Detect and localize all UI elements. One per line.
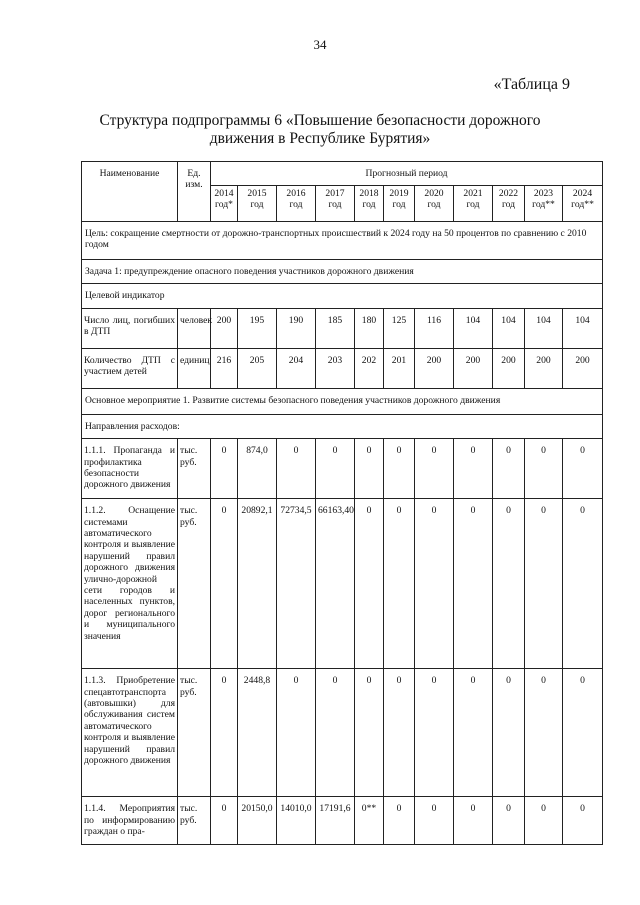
row-value: 205	[238, 348, 277, 388]
row-value: 0	[454, 669, 493, 797]
row-value: 203	[316, 348, 355, 388]
row-value: 201	[384, 348, 415, 388]
row-name: Число лиц, погибших в ДТП	[82, 308, 178, 348]
row-value: 17191,6	[316, 797, 355, 845]
row-value: 104	[563, 308, 603, 348]
year-suffix: год*	[215, 199, 233, 211]
row-value: 0	[563, 797, 603, 845]
row-value: 0	[563, 439, 603, 499]
table-row	[82, 797, 603, 845]
header-year	[525, 186, 563, 222]
row-value: 190	[277, 308, 316, 348]
year-suffix: год	[466, 199, 480, 211]
row-value: 0	[493, 439, 525, 499]
year-suffix: год	[362, 199, 376, 211]
row-value: 195	[238, 308, 277, 348]
directions-row: Направления расходов:	[82, 414, 603, 438]
row-value: 0	[493, 669, 525, 797]
row-value: 116	[415, 308, 454, 348]
row-value: 0	[384, 439, 415, 499]
header-year	[211, 186, 238, 222]
row-value: 202	[355, 348, 384, 388]
header-period: Прогнозный период	[211, 162, 603, 186]
year-number: 2023	[533, 188, 554, 199]
table-row	[82, 308, 603, 348]
row-value: 0	[355, 669, 384, 797]
row-value: 0	[493, 797, 525, 845]
header-year	[415, 186, 454, 222]
year-suffix: год**	[571, 199, 594, 211]
row-name: 1.1.1. Пропаганда и профилактика безопасности дорожного движения	[82, 439, 178, 499]
row-unit: тыс. руб.	[178, 439, 211, 499]
row-value: 20892,1	[238, 499, 277, 669]
row-name: 1.1.3. Приобретение спецавтотранспорта (автовышки) для обслуживания систем автоматического контроля и выявление нарушений правил дорожного движения	[82, 669, 178, 797]
row-value: 2448,8	[238, 669, 277, 797]
row-value: 0	[316, 439, 355, 499]
year-number: 2019	[389, 188, 409, 199]
row-value: 216	[211, 348, 238, 388]
row-value: 0	[277, 439, 316, 499]
row-value: 180	[355, 308, 384, 348]
row-value: 185	[316, 308, 355, 348]
year-number: 2018	[359, 188, 379, 199]
row-value: 14010,0	[277, 797, 316, 845]
main-activity-row: Основное мероприятие 1. Развитие системы безопасного поведения участников дорожного движения	[82, 388, 603, 414]
row-unit: тыс. руб.	[178, 797, 211, 845]
row-name: 1.1.2. Оснащение системами автоматического контроля и выявление нарушений правил дорожного движения улично-дорожной сети городов и населенных пунктов, дорог регионального и муниципального значения	[82, 499, 178, 669]
title-line-1: Структура подпрограммы 6 «Повышение безопасности дорожного	[99, 112, 541, 129]
header-year	[563, 186, 603, 222]
row-value: 0	[454, 797, 493, 845]
task-row: Задача 1: предупреждение опасного поведения участников дорожного движения	[82, 260, 603, 284]
row-value: 0	[563, 499, 603, 669]
header-year	[316, 186, 355, 222]
target-indicator-row: Целевой индикатор	[82, 284, 603, 308]
row-value: 0	[415, 439, 454, 499]
table-label: «Таблица 9	[493, 76, 570, 93]
row-value: 200	[563, 348, 603, 388]
row-value: 0	[415, 797, 454, 845]
row-value: 104	[525, 308, 563, 348]
row-value: 200	[211, 308, 238, 348]
row-value: 200	[454, 348, 493, 388]
row-value: 0	[384, 499, 415, 669]
year-number: 2015	[247, 188, 267, 199]
row-value: 0	[211, 439, 238, 499]
title-line-2: движения в Республике Бурятия»	[209, 130, 431, 147]
row-value: 204	[277, 348, 316, 388]
header-year	[454, 186, 493, 222]
goal-row: Цель: сокращение смертности от дорожно-транспортных происшествий к 2024 году на 50 процентов по сравнению с 2010 годом	[82, 222, 603, 260]
row-value: 0	[384, 669, 415, 797]
row-value: 0	[563, 669, 603, 797]
year-suffix: год	[501, 199, 516, 211]
year-number: 2017	[325, 188, 345, 199]
year-number: 2014	[214, 188, 234, 199]
row-value: 0	[525, 499, 563, 669]
table-row	[82, 439, 603, 499]
header-year	[277, 186, 316, 222]
header-year	[384, 186, 415, 222]
row-value: 0	[525, 669, 563, 797]
row-value: 0	[277, 669, 316, 797]
subprogram-table	[81, 161, 603, 845]
year-number: 2022	[498, 188, 519, 199]
row-value: 72734,5	[277, 499, 316, 669]
year-suffix: год	[250, 199, 264, 211]
row-value: 0	[211, 499, 238, 669]
row-value: 200	[525, 348, 563, 388]
header-year	[493, 186, 525, 222]
row-value: 200	[493, 348, 525, 388]
row-value: 0	[525, 439, 563, 499]
document-title	[70, 112, 570, 148]
row-unit: единиц	[178, 348, 211, 388]
row-value: 104	[454, 308, 493, 348]
row-value: 0	[355, 439, 384, 499]
row-name: 1.1.4. Мероприятия по информированию граждан о пра-	[82, 797, 178, 845]
year-suffix: год**	[532, 199, 555, 211]
header-year	[238, 186, 277, 222]
row-value: 0	[525, 797, 563, 845]
header-name: Наименование	[82, 162, 178, 222]
year-suffix: год	[427, 199, 441, 211]
table-row	[82, 669, 603, 797]
row-value: 0	[415, 499, 454, 669]
row-unit: тыс. руб.	[178, 669, 211, 797]
row-value: 0**	[355, 797, 384, 845]
row-value: 20150,0	[238, 797, 277, 845]
row-name: Количество ДТП с участием детей	[82, 348, 178, 388]
year-number: 2021	[463, 188, 483, 199]
row-value: 104	[493, 308, 525, 348]
row-unit: человек	[178, 308, 211, 348]
row-value: 0	[454, 439, 493, 499]
year-suffix: год	[328, 199, 342, 211]
row-value: 0	[355, 499, 384, 669]
page-number: 34	[313, 37, 327, 52]
year-suffix: год	[289, 199, 303, 211]
row-unit: тыс. руб.	[178, 499, 211, 669]
row-value: 0	[493, 499, 525, 669]
row-value: 0	[415, 669, 454, 797]
header-year	[355, 186, 384, 222]
row-value: 125	[384, 308, 415, 348]
row-value: 0	[454, 499, 493, 669]
row-value: 874,0	[238, 439, 277, 499]
year-number: 2020	[424, 188, 444, 199]
row-value: 66163,40	[316, 499, 355, 669]
table-row	[82, 499, 603, 669]
year-number: 2024	[572, 188, 593, 199]
row-value: 0	[211, 797, 238, 845]
row-value: 0	[316, 669, 355, 797]
row-value: 0	[384, 797, 415, 845]
header-unit: Ед. изм.	[178, 162, 211, 222]
row-value: 0	[211, 669, 238, 797]
table-row	[82, 348, 603, 388]
row-value: 200	[415, 348, 454, 388]
year-suffix: год	[392, 199, 406, 211]
year-number: 2016	[286, 188, 306, 199]
